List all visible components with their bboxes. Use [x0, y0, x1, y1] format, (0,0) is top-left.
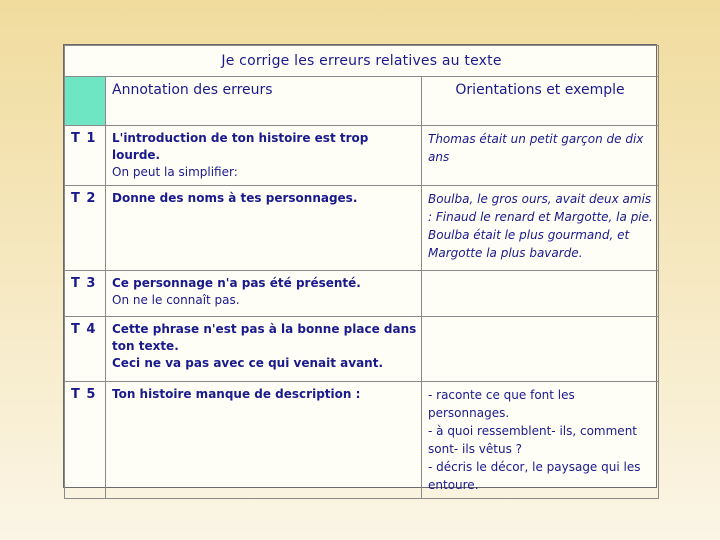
header-annotation: Annotation des erreurs [106, 77, 422, 126]
orientation-text: Boulba, le gros ours, avait deux amis : Finaud le renard et Margotte, la pie. Boulba était le plus gourmand, et Margotte la plus bavarde. [428, 192, 653, 260]
row-annotation [106, 271, 422, 317]
row-code: T 2 [65, 186, 106, 271]
row-annotation [106, 382, 422, 499]
row-code: T 1 [65, 126, 106, 186]
annotation-detail: On ne le connaît pas. [112, 293, 240, 307]
table-row [65, 271, 659, 317]
annotation-main: Ce personnage n'a pas été présenté. [112, 276, 361, 290]
row-annotation [106, 317, 422, 382]
row-orientation-empty [422, 317, 659, 382]
table-row [65, 382, 659, 499]
row-orientation-empty [422, 271, 659, 317]
table-title: Je corrige les erreurs relatives au texte [65, 46, 659, 77]
row-orientation [422, 186, 659, 271]
row-orientation [422, 382, 659, 499]
row-code: T 4 [65, 317, 106, 382]
annotation-main: Ton histoire manque de description : [112, 387, 361, 401]
annotation-main: Donne des noms à tes personnages. [112, 191, 358, 205]
table-row [65, 317, 659, 382]
corrections-table [64, 45, 659, 499]
table-row [65, 126, 659, 186]
correction-sheet [63, 44, 657, 492]
row-code: T 3 [65, 271, 106, 317]
row-annotation [106, 126, 422, 186]
header-corner-cell [65, 77, 106, 126]
annotation-main: Cette phrase n'est pas à la bonne place dans ton texte. [112, 322, 417, 353]
row-annotation [106, 186, 422, 271]
header-orientation: Orientations et exemple [422, 77, 659, 126]
annotation-detail: Ceci ne va pas avec ce qui venait avant. [112, 356, 384, 370]
row-orientation [422, 126, 659, 186]
orientation-line: - à quoi ressemblent- ils, comment sont- ils vêtus ? [428, 424, 638, 456]
annotation-main: L'introduction de ton histoire est trop lourde. [112, 131, 369, 162]
table-row [65, 186, 659, 271]
orientation-line: - raconte ce que font les personnages. [428, 388, 575, 420]
annotation-detail: On peut la simplifier: [112, 165, 238, 179]
row-code: T 5 [65, 382, 106, 499]
orientation-text: Thomas était un petit garçon de dix ans [428, 132, 644, 164]
orientation-line: - décris le décor, le paysage qui les entoure. [428, 460, 641, 492]
